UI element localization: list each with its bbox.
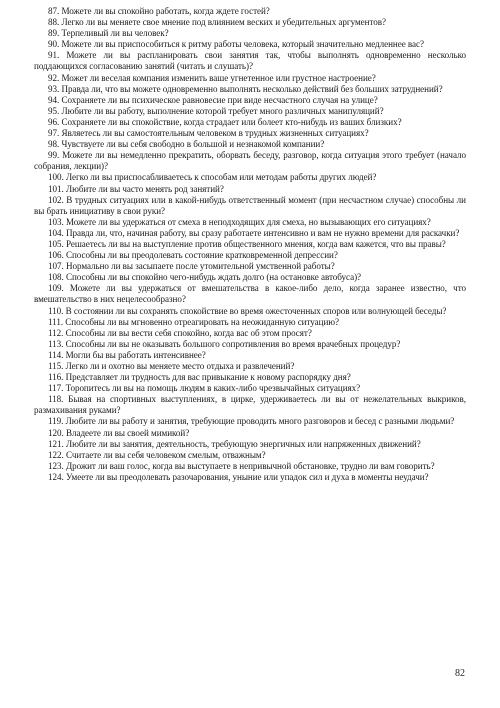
question-item bbox=[34, 228, 466, 239]
question-number: 104. bbox=[48, 227, 64, 238]
question-number: 120. bbox=[48, 427, 64, 438]
question-number: 92. bbox=[48, 72, 60, 83]
question-number: 121. bbox=[48, 438, 64, 449]
question-text: Владеете ли вы своей мимикой? bbox=[65, 427, 190, 438]
question-text: Правда ли, что вы можете одновременно выполнять несколько действий без больших затруднений? bbox=[61, 83, 443, 94]
question-item bbox=[34, 184, 466, 195]
question-item bbox=[34, 428, 466, 439]
question-item bbox=[34, 383, 466, 394]
question-number: 102. bbox=[48, 194, 64, 205]
question-item bbox=[34, 106, 466, 117]
question-number: 97. bbox=[48, 128, 60, 139]
question-text: Терпеливый ли вы человек? bbox=[61, 28, 169, 39]
question-item bbox=[34, 172, 466, 183]
question-item bbox=[34, 217, 466, 228]
question-item bbox=[34, 95, 466, 106]
question-text: Способны ли вы не оказывать большого сопротивления во время врачебных процедур? bbox=[65, 338, 401, 349]
question-text: Способны ли вы мгновенно отреагировать на неожиданную ситуацию? bbox=[65, 316, 340, 327]
question-text: Легко ли вы меняете свое мнение под влиянием веских и убедительных аргументов? bbox=[61, 17, 387, 28]
question-number: 118. bbox=[48, 394, 64, 405]
question-text: Легко ли и охотно вы меняете место отдыха и развлечений? bbox=[65, 361, 295, 371]
question-text: Любите ли вы работу и занятия, требующие проводить много разговоров и бесед с разными людьми? bbox=[65, 416, 455, 427]
question-text: Являетесь ли вы самостоятельным человеком в трудных жизненных ситуациях? bbox=[61, 128, 369, 139]
question-number: 95. bbox=[48, 105, 60, 116]
question-text: Способны ли вы спокойно чего-нибудь ждать долго (на остановке автобуса)? bbox=[65, 272, 362, 283]
question-number: 88. bbox=[48, 17, 60, 28]
question-number: 122. bbox=[48, 449, 64, 460]
question-text: Любите ли вы занятия, деятельность, требующую энергичных или напряженных движений? bbox=[65, 438, 421, 449]
question-list bbox=[34, 6, 466, 483]
question-number: 124. bbox=[48, 471, 64, 482]
question-item bbox=[34, 28, 466, 39]
question-number: 91. bbox=[48, 50, 60, 61]
question-item bbox=[34, 372, 466, 383]
question-item bbox=[34, 239, 466, 250]
question-item bbox=[34, 416, 466, 427]
question-text: Правда ли, что, начиная работу, вы сразу работаете интенсивно и вам не нужно времени для раскачки? bbox=[65, 227, 460, 238]
question-number: 96. bbox=[48, 116, 60, 127]
question-number: 110. bbox=[48, 305, 64, 316]
question-text: Бывая на спортивных выступлениях, в цирке, удерживаетесь ли вы от нежелательных выкриков, размахивания руками? bbox=[34, 394, 466, 416]
question-item bbox=[34, 339, 466, 350]
question-item bbox=[34, 328, 466, 339]
question-text: Сохраняете ли вы психическое равновесие при виде несчастного случая на улице? bbox=[61, 94, 378, 105]
question-text: Дрожит ли ваш голос, когда вы выступаете в непривычной обстановке, трудно ли вам говорить? bbox=[65, 460, 435, 471]
question-item bbox=[34, 450, 466, 461]
question-text: Можете ли вы удержаться от вмешательства в какое-либо дело, когда заранее известно, что вмешательство в них нецелесообразно? bbox=[34, 283, 466, 305]
question-text: Любите ли вы работу, выполнение которой требует много различных манипуляций? bbox=[61, 105, 384, 116]
question-item bbox=[34, 150, 466, 172]
question-number: 89. bbox=[48, 28, 60, 39]
question-number: 113. bbox=[48, 338, 64, 349]
question-item bbox=[34, 84, 466, 95]
question-text: Нормально ли вы засыпаете после утомительной умственной работы? bbox=[65, 261, 335, 272]
question-item bbox=[34, 306, 466, 317]
question-item bbox=[34, 461, 466, 472]
question-number: 98. bbox=[48, 139, 60, 150]
question-text: Можете ли вы немедленно прекратить, оборвать беседу, разговор, когда ситуация этого требует (начало собрания, лекции)? bbox=[34, 150, 466, 172]
question-text: Можете ли вы распланировать свои занятия так, чтобы выполнять одновременно несколько поддающихся согласованию занятий (читать и слушать)? bbox=[34, 50, 466, 72]
question-item bbox=[34, 195, 466, 217]
question-number: 114. bbox=[48, 349, 64, 360]
question-text: Могли бы вы работать интенсивнее? bbox=[65, 349, 206, 360]
question-text: Легко ли вы приспосабливаетесь к способам или методам работы других людей? bbox=[65, 172, 377, 183]
question-item bbox=[34, 472, 466, 483]
question-item bbox=[34, 139, 466, 150]
question-item bbox=[34, 6, 466, 17]
question-number: 87. bbox=[48, 6, 60, 16]
question-number: 108. bbox=[48, 272, 64, 283]
question-text: Способны ли вы преодолевать состояние кратковременной депрессии? bbox=[65, 250, 338, 261]
question-item bbox=[34, 272, 466, 283]
question-item bbox=[34, 117, 466, 128]
question-number: 94. bbox=[48, 94, 60, 105]
question-item bbox=[34, 261, 466, 272]
question-item bbox=[34, 317, 466, 328]
question-item bbox=[34, 250, 466, 261]
question-number: 112. bbox=[48, 327, 64, 338]
question-number: 115. bbox=[48, 361, 64, 371]
question-text: В состоянии ли вы сохранять спокойствие во время ожесточенных споров или волнующей беседы? bbox=[65, 305, 447, 316]
question-number: 107. bbox=[48, 261, 64, 272]
question-number: 90. bbox=[48, 39, 60, 50]
question-text: Можете ли вы удержаться от смеха в неподходящих для смеха, но вызывающих его ситуациях? bbox=[65, 216, 431, 227]
question-number: 100. bbox=[48, 172, 64, 183]
question-text: В трудных ситуациях или в какой-нибудь ответственный момент (при несчастном случае) способны ли вы брать инициативу в свои руки? bbox=[34, 194, 466, 216]
question-number: 109. bbox=[48, 283, 64, 294]
question-number: 116. bbox=[48, 372, 64, 383]
question-text: Любите ли вы часто менять род занятий? bbox=[65, 183, 224, 194]
question-number: 119. bbox=[48, 416, 64, 427]
question-text: Решаетесь ли вы на выступление против общественного мнения, когда вам кажется, что вы правы? bbox=[65, 238, 446, 249]
question-item bbox=[34, 73, 466, 84]
question-number: 123. bbox=[48, 460, 64, 471]
question-item bbox=[34, 283, 466, 305]
question-item bbox=[34, 17, 466, 28]
question-text: Может ли веселая компания изменить ваше угнетенное или грустное настроение? bbox=[61, 72, 376, 83]
question-item bbox=[34, 361, 466, 372]
question-item bbox=[34, 39, 466, 50]
question-text: Торопитесь ли вы на помощь людям в каких-либо чрезвычайных ситуациях? bbox=[65, 383, 361, 394]
question-item bbox=[34, 128, 466, 139]
question-number: 99. bbox=[48, 150, 60, 161]
question-text: Умеете ли вы преодолевать разочарования, уныние или упадок сил и духа в моменты неудачи? bbox=[65, 471, 429, 482]
question-text: Способны ли вы вести себя спокойно, когда вас об этом просят? bbox=[65, 327, 312, 338]
question-number: 105. bbox=[48, 238, 64, 249]
question-number: 93. bbox=[48, 83, 60, 94]
question-text: Представляет ли трудность для вас привыкание к новому распорядку дня? bbox=[65, 372, 351, 383]
question-text: Можете ли вы спокойно работать, когда ждете гостей? bbox=[61, 6, 270, 16]
question-text: Можете ли вы приспособиться к ритму работы человека, который значительно медленнее вас? bbox=[61, 39, 425, 50]
question-item bbox=[34, 50, 466, 72]
question-text: Сохраняете ли вы спокойствие, когда страдает или болеет кто-нибудь из ваших близких? bbox=[61, 116, 402, 127]
question-text: Чувствуете ли вы себя свободно в большой и незнакомой компании? bbox=[61, 139, 325, 150]
page-number: 82 bbox=[455, 668, 465, 679]
question-number: 117. bbox=[48, 383, 64, 394]
question-number: 103. bbox=[48, 216, 64, 227]
question-number: 111. bbox=[48, 316, 64, 327]
question-item bbox=[34, 394, 466, 416]
question-item bbox=[34, 350, 466, 361]
question-number: 106. bbox=[48, 250, 64, 261]
question-item bbox=[34, 439, 466, 450]
question-text: Считаете ли вы себя человеком смелым, отважным? bbox=[65, 449, 266, 460]
question-number: 101. bbox=[48, 183, 64, 194]
